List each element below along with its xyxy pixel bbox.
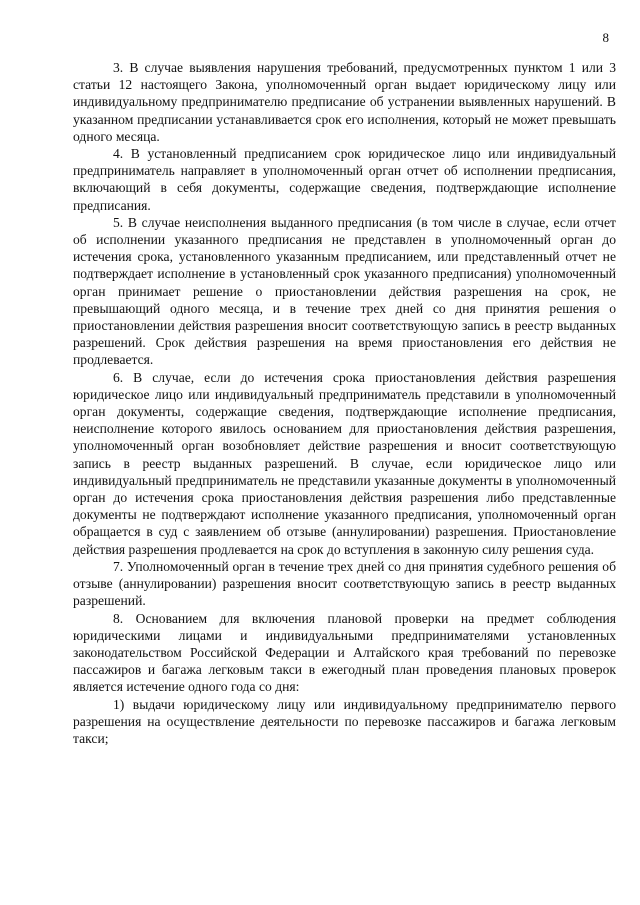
paragraph-clause-8: 8. Основанием для включения плановой проверки на предмет соблюдения юридическими лицами и индивидуальными предпринимателями установленных законодательством Российской Федерации и Алтайского края требований по перевозке пассажиров и багажа легковым такси в ежегодный план проведения плановых проверок является истечение одного года со дня: xyxy=(73,610,616,695)
paragraph-clause-7: 7. Уполномоченный орган в течение трех дней со дня принятия судебного решения об отзыве (аннулировании) разрешения вносит соответствующую запись в реестр выданных разрешений. xyxy=(73,558,616,609)
paragraph-clause-4: 4. В установленный предписанием срок юридическое лицо или индивидуальный предприниматель направляет в уполномоченный орган отчет об исполнении предписания, включающий в себя документы, содержащие сведения, подтверждающие исполнение предписания. xyxy=(73,146,616,213)
paragraph-clause-8-item-1: 1) выдачи юридическому лицу или индивидуальному предпринимателю первого разрешения на осуществление деятельности по перевозке пассажиров и багажа легковым такси; xyxy=(73,696,616,746)
document-body xyxy=(73,59,616,747)
paragraph-clause-3: 3. В случае выявления нарушения требований, предусмотренных пунктом 1 или 3 статьи 12 настоящего Закона, уполномоченный орган выдает юридическому лицу или индивидуальному предпринимателю предписание об устранении выявленных нарушений. В указанном предписании устанавливается срок его исполнения, который не может превышать одного месяца. xyxy=(73,60,616,144)
paragraph-clause-5: 5. В случае неисполнения выданного предписания (в том числе в случае, если отчет об исполнении указанного предписания не представлен в уполномоченный орган до истечения срока, установленного указанным предписанием, или представленный отчет не подтверждает исполнение в установленный срок указанного предписания) уполномоченный орган принимает решение о приостановлении действия разрешения на срок, не превышающий одного месяца, и в течение трех дней со дня принятия решения о приостановлении действия разрешения вносит соответствующую запись в реестр выданных разрешений. Срок действия разрешения на время приостановления его действия не продлевается. xyxy=(73,214,616,368)
page-number: 8 xyxy=(602,30,609,45)
paragraph-clause-6: 6. В случае, если до истечения срока приостановления действия разрешения юридическое лицо или индивидуальный предприниматель представили в уполномоченный орган документы, содержащие сведения, подтверждающие исполнение предписания, неисполнение которого явилось основанием для приостановления действия разрешения, уполномоченный орган возобновляет действие разрешения и вносит соответствующую запись в реестр выданных разрешений. В случае, если юридическое лицо или индивидуальный предприниматель не представили указанные документы в уполномоченный орган до истечения срока приостановления действия разрешения либо представленные документы не подтверждают исполнение указанного предписания, уполномоченный орган обращается в суд с заявлением об отзыве (аннулировании) разрешения. Приостановление действия разрешения продлевается на срок до вступления в законную силу решения суда. xyxy=(73,369,616,557)
